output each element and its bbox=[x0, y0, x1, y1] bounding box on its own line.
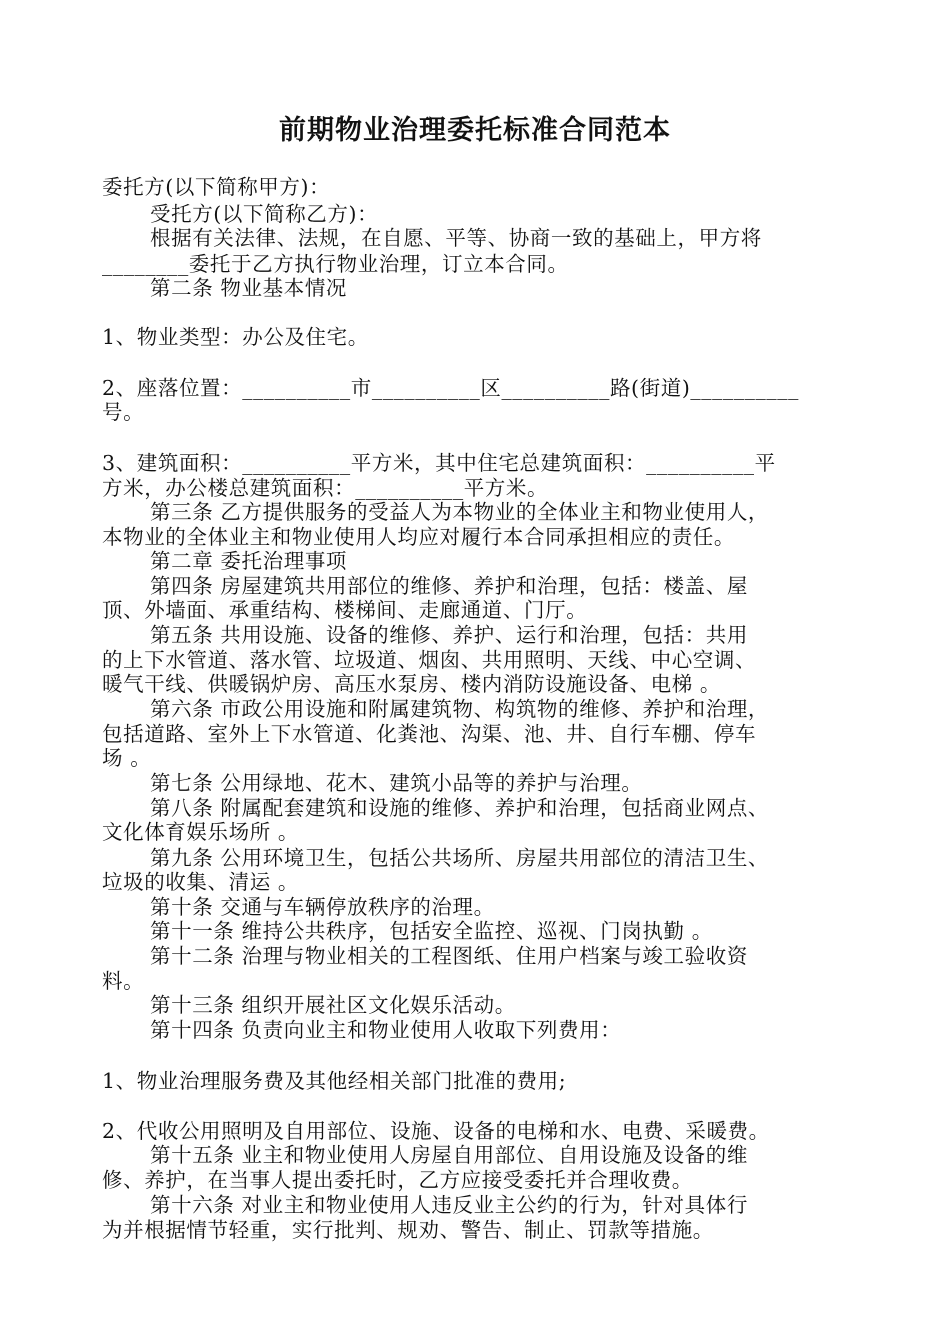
paragraph-line: 垃圾的收集、清运 。 bbox=[102, 870, 300, 894]
paragraph-line: 第九条 公用环境卫生，包括公共场所、房屋共用部位的清洁卫生、 bbox=[150, 846, 770, 870]
paragraph-line: 第二条 物业基本情况 bbox=[150, 276, 348, 300]
paragraph-line: 顶、外墙面、承重结构、楼梯间、走廊通道、门厅。 bbox=[102, 598, 588, 622]
paragraph-line: 第十三条 组织开展社区文化娱乐活动。 bbox=[150, 993, 516, 1017]
paragraph-line: 暖气干线、供暖锅炉房、高压水泵房、楼内消防设施设备、电梯 。 bbox=[102, 672, 722, 696]
paragraph-line: 第二章 委托治理事项 bbox=[150, 549, 348, 573]
paragraph-line: ________委托于乙方执行物业治理，订立本合同。 bbox=[102, 252, 569, 276]
paragraph-line: 第十条 交通与车辆停放秩序的治理。 bbox=[150, 895, 495, 919]
paragraph-line: 料。 bbox=[102, 969, 145, 993]
paragraph-line: 的上下水管道、落水管、垃圾道、烟囱、共用照明、天线、中心空调、 bbox=[102, 648, 757, 672]
paragraph-line: 第七条 公用绿地、花木、建筑小品等的养护与治理。 bbox=[150, 771, 643, 795]
paragraph-line: 本物业的全体业主和物业使用人均应对履行本合同承担相应的责任。 bbox=[102, 525, 735, 549]
paragraph-line: 为并根据情节轻重，实行批判、规劝、警告、制止、罚款等措施。 bbox=[102, 1218, 714, 1242]
paragraph-line: 1、物业治理服务费及其他经相关部门批准的费用; bbox=[102, 1069, 567, 1093]
paragraph-line: 第十五条 业主和物业使用人房屋自用部位、自用设施及设备的维 bbox=[150, 1143, 748, 1167]
paragraph-line: 委托方(以下简称甲方)： bbox=[102, 175, 331, 199]
paragraph-line: 第十六条 对业主和物业使用人违反业主公约的行为，针对具体行 bbox=[150, 1193, 748, 1217]
paragraph-line: 第三条 乙方提供服务的受益人为本物业的全体业主和物业使用人， bbox=[150, 500, 770, 524]
paragraph-line: 包括道路、室外上下水管道、化粪池、沟渠、池、井、自行车棚、停车 bbox=[102, 722, 757, 746]
paragraph-line: 第十二条 治理与物业相关的工程图纸、住用户档案与竣工验收资 bbox=[150, 944, 748, 968]
paragraph-line: 1、物业类型：办公及住宅。 bbox=[102, 325, 369, 349]
paragraph-line: 第十四条 负责向业主和物业使用人收取下列费用： bbox=[150, 1018, 622, 1042]
paragraph-line: 第八条 附属配套建筑和设施的维修、养护和治理，包括商业网点、 bbox=[150, 796, 770, 820]
paragraph-line: 第五条 共用设施、设备的维修、养护、运行和治理，包括：共用 bbox=[150, 623, 748, 647]
paragraph-line: 第十一条 维持公共秩序，包括安全监控、巡视、门岗执勤 。 bbox=[150, 919, 713, 943]
paragraph-line: 第六条 市政公用设施和附属建筑物、构筑物的维修、养护和治理， bbox=[150, 697, 770, 721]
paragraph-line: 场 。 bbox=[102, 746, 152, 770]
paragraph-line: 修、养护，在当事人提出委托时，乙方应接受委托并合理收费。 bbox=[102, 1168, 693, 1192]
paragraph-line: 号。 bbox=[102, 400, 145, 424]
paragraph-line: 第四条 房屋建筑共用部位的维修、养护和治理，包括：楼盖、屋 bbox=[150, 574, 748, 598]
paragraph-line: 2、代收公用照明及自用部位、设施、设备的电梯和水、电费、采暖费。 bbox=[102, 1119, 770, 1143]
paragraph-line: 3、建筑面积：__________平方米，其中住宅总建筑面积：__________平 bbox=[102, 451, 776, 475]
paragraph-line: 受托方(以下简称乙方)： bbox=[150, 202, 379, 226]
paragraph-line: 文化体育娱乐场所 。 bbox=[102, 820, 300, 844]
paragraph-line: 2、座落位置：__________市__________区__________路(街道)__________ bbox=[102, 376, 799, 400]
paragraph-line: 方米，办公楼总建筑面积：__________平方米。 bbox=[102, 476, 549, 500]
document-title: 前期物业治理委托标准合同范本 bbox=[279, 115, 671, 146]
paragraph-line: 根据有关法律、法规，在自愿、平等、协商一致的基础上，甲方将 bbox=[150, 226, 762, 250]
